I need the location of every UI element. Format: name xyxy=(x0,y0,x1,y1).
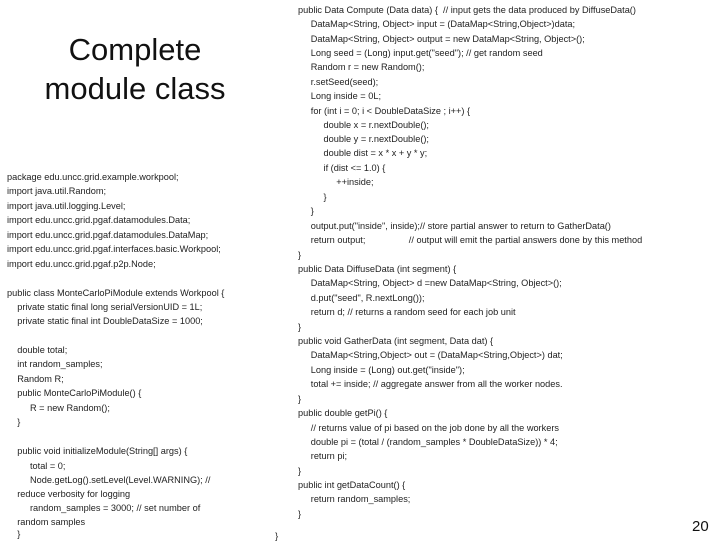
code-line: private static final long serialVersionUID = 1L; xyxy=(7,302,203,312)
code-line: random_samples = 3000; // set number of xyxy=(7,503,201,513)
slide-title xyxy=(22,30,248,108)
code-line: double dist = x * x + y * y; xyxy=(298,148,428,158)
code-line: } xyxy=(298,466,302,476)
code-line: int random_samples; xyxy=(7,359,103,369)
code-line: public void initializeModule(String[] args) { xyxy=(7,446,188,456)
code-line: total = 0; xyxy=(7,461,66,471)
code-line: return output; // output will emit the partial answers done by this method xyxy=(298,235,643,245)
code-line: ++inside; xyxy=(298,177,374,187)
code-line: DataMap<String,Object> out = (DataMap<String,Object>) dat; xyxy=(298,350,563,360)
code-line: Long inside = 0L; xyxy=(298,91,382,101)
code-line: private static final int DoubleDataSize = 1000; xyxy=(7,316,203,326)
code-line: Node.getLog().setLevel(Level.WARNING); // xyxy=(7,475,211,485)
code-line: Long inside = (Long) out.get("inside"); xyxy=(298,365,465,375)
code-line: R = new Random(); xyxy=(7,403,110,413)
code-line: package edu.uncc.grid.example.workpool; xyxy=(7,172,179,182)
code-line: public Data Compute (Data data) { // input gets the data produced by DiffuseData() xyxy=(298,5,636,15)
code-line: } xyxy=(298,206,314,216)
code-line: } xyxy=(7,417,21,427)
code-line: d.put("seed", R.nextLong()); xyxy=(298,293,425,303)
code-line: import edu.uncc.grid.pgaf.datamodules.DataMap; xyxy=(7,230,209,240)
code-line: // returns value of pi based on the job done by all the workers xyxy=(298,423,559,433)
code-line: for (int i = 0; i < DoubleDataSize ; i++) { xyxy=(298,106,471,116)
code-line: import edu.uncc.grid.pgaf.interfaces.basic.Workpool; xyxy=(7,244,221,254)
code-line: output.put("inside", inside);// store partial answer to return to GatherData() xyxy=(298,221,611,231)
code-line: import edu.uncc.grid.pgaf.p2p.Node; xyxy=(7,259,156,269)
code-line: Random R; xyxy=(7,374,64,384)
code-line: public int getDataCount() { xyxy=(298,480,406,490)
code-line: return d; // returns a random seed for each job unit xyxy=(298,307,516,317)
code-line: import edu.uncc.grid.pgaf.datamodules.Data; xyxy=(7,215,191,225)
code-line: random samples xyxy=(7,517,86,527)
code-line: DataMap<String, Object> d =new DataMap<String, Object>(); xyxy=(298,278,562,288)
code-line: public MonteCarloPiModule() { xyxy=(7,388,142,398)
code-line: reduce verbosity for logging xyxy=(7,489,131,499)
code-line: public Data DiffuseData (int segment) { xyxy=(298,264,457,274)
code-line: } xyxy=(298,509,302,519)
code-line: public void GatherData (int segment, Data dat) { xyxy=(298,336,494,346)
code-line: } xyxy=(298,192,327,202)
class-closing-brace: } xyxy=(275,531,279,541)
code-line: } xyxy=(298,250,302,260)
code-line: DataMap<String, Object> output = new DataMap<String, Object>(); xyxy=(298,34,585,44)
code-line: return random_samples; xyxy=(298,494,411,504)
code-line: double x = r.nextDouble(); xyxy=(298,120,429,130)
slide-title-line-1: Complete xyxy=(68,32,202,67)
code-line: double y = r.nextDouble(); xyxy=(298,134,429,144)
code-line: Random r = new Random(); xyxy=(298,62,425,72)
code-line: public class MonteCarloPiModule extends Workpool { xyxy=(7,288,225,298)
code-line: } xyxy=(298,394,302,404)
code-line: } xyxy=(298,322,302,332)
code-line: return pi; xyxy=(298,451,348,461)
code-line: total += inside; // aggregate answer from all the worker nodes. xyxy=(298,379,563,389)
page-number: 20 xyxy=(692,518,709,535)
code-line: Long seed = (Long) input.get("seed"); // get random seed xyxy=(298,48,543,58)
code-line: public double getPi() { xyxy=(298,408,388,418)
code-line: double pi = (total / (random_samples * DoubleDataSize)) * 4; xyxy=(298,437,558,447)
code-line: } xyxy=(7,529,21,539)
code-line: if (dist <= 1.0) { xyxy=(298,163,386,173)
code-line: r.setSeed(seed); xyxy=(298,77,379,87)
code-line: DataMap<String, Object> input = (DataMap<String,Object>)data; xyxy=(298,19,576,29)
code-line: import java.util.logging.Level; xyxy=(7,201,126,211)
code-line: double total; xyxy=(7,345,68,355)
code-line: import java.util.Random; xyxy=(7,186,107,196)
slide-title-line-2: module class xyxy=(44,71,226,106)
